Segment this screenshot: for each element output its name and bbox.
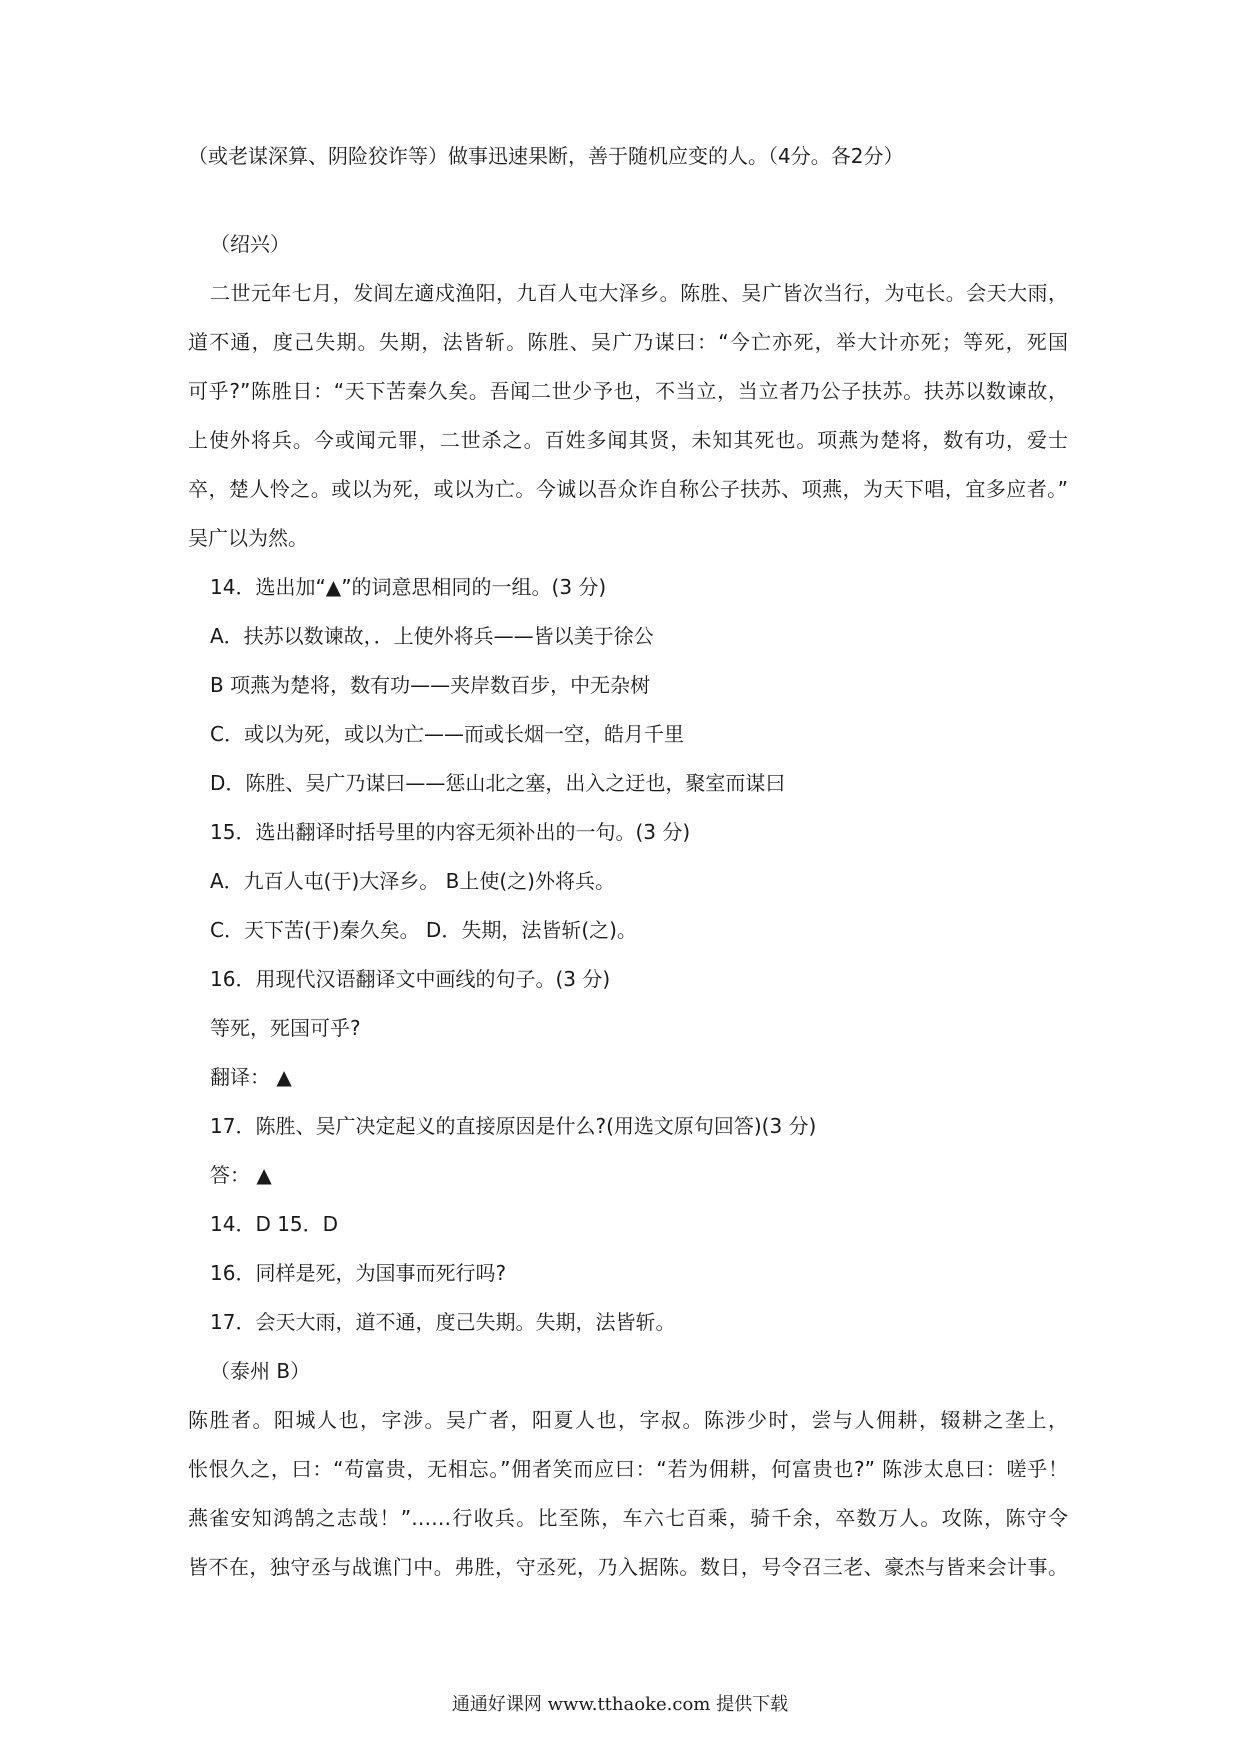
passage-line: 二世元年七月，发闾左適戍渔阳，九百人屯大泽乡。陈胜、吴广皆次当行，为屯长。会天大雨， bbox=[210, 281, 1068, 305]
passage-line: 可乎?”陈胜日：“天下苦秦久矣。吾闻二世少予也，不当立，当立者乃公子扶苏。扶苏以数谏故， bbox=[188, 379, 1068, 403]
section-shaoxing bbox=[188, 220, 1068, 1347]
option-14-d: D．陈胜、吴广乃谋曰——惩山北之塞，出入之迂也，聚室而谋曰 bbox=[210, 771, 786, 795]
question-17: 17．陈胜、吴广决定起义的直接原因是什么?(用选文原句回答)(3 分) bbox=[210, 1114, 817, 1138]
question-15: 15．选出翻译时括号里的内容无须补出的一句。(3 分) bbox=[210, 820, 691, 844]
passage-line: 燕雀安知鸿鹄之志哉！”……行收兵。比至陈，车六七百乘，骑千余，卒数万人。攻陈，陈守令 bbox=[188, 1506, 1068, 1530]
question-14: 14．选出加“▲”的词意思相同的一组。(3 分) bbox=[210, 575, 607, 599]
question-16-sentence: 等死，死国可乎? bbox=[210, 1016, 361, 1040]
passage-line: 上使外将兵。今或闻元罪，二世杀之。百姓多闻其贤，未知其死也。项燕为楚将，数有功，爱士 bbox=[188, 428, 1068, 452]
passage-line: 陈胜者。阳城人也，字涉。吴广者，阳夏人也，字叔。陈涉少时，尝与人佣耕，辍耕之垄上， bbox=[188, 1408, 1068, 1432]
question-16: 16．用现代汉语翻译文中画线的句子。(3 分) bbox=[210, 967, 611, 991]
section-taizhou-b bbox=[188, 1347, 1068, 1592]
option-14-a: A．扶苏以数谏故，．上使外将兵——皆以美于徐公 bbox=[210, 624, 654, 648]
section-heading: （绍兴） bbox=[210, 232, 290, 256]
section-heading: （泰州 B） bbox=[210, 1359, 311, 1383]
option-14-b: B 项燕为楚将，数有功——夹岸数百步，中无杂树 bbox=[210, 673, 651, 697]
translation-blank: 翻译： ▲ bbox=[210, 1065, 292, 1089]
option-15-cd: C．天下苦(于)秦久矣。 D．失期，法皆斩(之)。 bbox=[210, 918, 637, 942]
passage-line: 皆不在，独守丞与战谯门中。弗胜，守丞死，乃入据陈。数日，号令召三老、豪杰与皆来会计事。 bbox=[188, 1555, 1068, 1579]
answer-16: 16．同样是死，为国事而死行吗? bbox=[210, 1261, 507, 1285]
option-14-c: C．或以为死，或以为亡——而或长烟一空，皓月千里 bbox=[210, 722, 684, 746]
passage-line: 卒，楚人怜之。或以为死，或以为亡。今诚以吾众诈自称公子扶苏、项燕，为天下唱，宜多应者。” bbox=[188, 477, 1068, 501]
option-15-ab: A．九百人屯(于)大泽乡。 B上使(之)外将兵。 bbox=[210, 869, 615, 893]
passage-line: 道不通，度己失期。失期，法皆斩。陈胜、吴广乃谋曰：“今亡亦死，举大计亦死；等死，死国 bbox=[188, 330, 1068, 354]
passage-line: 怅恨久之，曰：“苟富贵，无相忘。”佣者笑而应曰：“若为佣耕，何富贵也?” 陈涉太息曰：嗟乎！ bbox=[188, 1457, 1068, 1481]
answer-continuation bbox=[188, 132, 1068, 181]
passage-line: 吴广以为然。 bbox=[188, 526, 308, 550]
answer-17: 17．会天大雨，道不通，度己失期。失期，法皆斩。 bbox=[210, 1310, 676, 1334]
top-line: （或老谋深算、阴险狡诈等）做事迅速果断，善于随机应变的人。（4分。各2分） bbox=[188, 144, 904, 168]
page-footer: 通通好课网 www.tthaoke.com 提供下载 bbox=[451, 1694, 789, 1715]
answer-14-15: 14．D 15．D bbox=[210, 1212, 339, 1236]
answer-blank: 答： ▲ bbox=[210, 1163, 272, 1187]
